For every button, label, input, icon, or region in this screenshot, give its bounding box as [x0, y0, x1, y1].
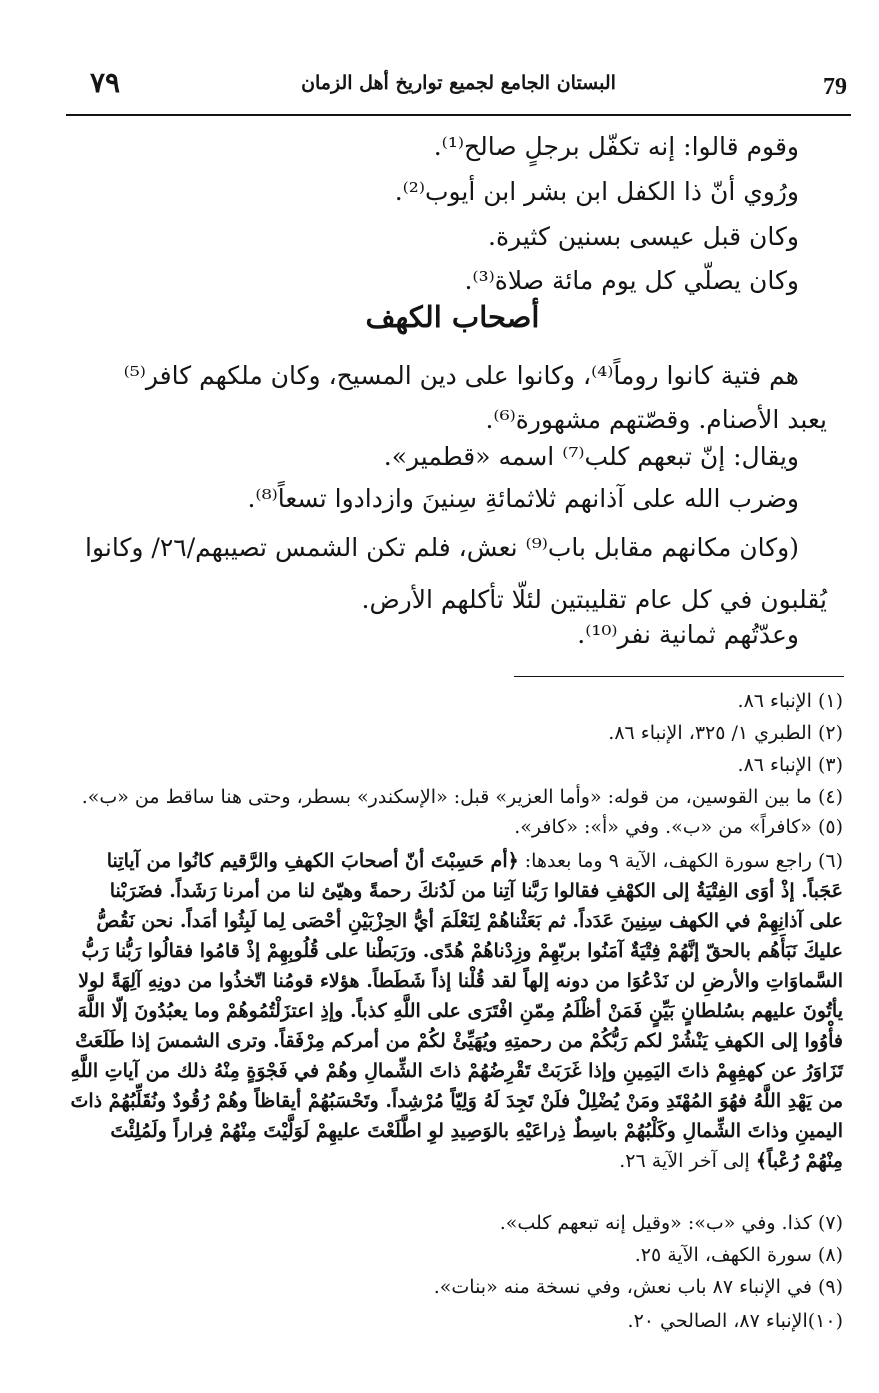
text-line: ويقال: إنّ تبعهم كلب⁽⁷⁾ اسمه «قطمير». [383, 442, 799, 471]
footnote: (٢) الطبري ١/ ٣٢٥، الإنباء ٨٦. [608, 722, 843, 744]
footnote: (٣) الإنباء ٨٦. [737, 754, 843, 776]
footnote: (٥) «كافراً» من «ب». وفي «أ»: «كافر». [514, 816, 843, 838]
paragraph [78, 354, 827, 442]
text-line: ورُوي أنّ ذا الكفل ابن بشر ابن أيوب⁽²⁾. [394, 177, 799, 206]
running-title: البستان الجامع لجميع تواريخ أهل الزمان [301, 72, 616, 94]
paragraph [78, 522, 827, 626]
page-number-arabic: ٧٩ [90, 66, 121, 99]
text-line: هم فتية كانوا روماً⁽⁴⁾، وكانوا على دين المسيح، وكان ملكهم كافر⁽⁵⁾ [123, 361, 799, 390]
footnote: (٨) سورة الكهف، الآية ٢٥. [634, 1244, 843, 1266]
header-rule [66, 114, 851, 116]
text-line: وكان قبل عيسى بسنين كثيرة. [488, 222, 799, 251]
footnote: (٤) ما بين القوسين، من قوله: «وأما العزير» قبل: «الإسكندر» بسطر، وحتى هنا ساقط من «ب». [81, 786, 843, 808]
section-heading: أصحاب الكهف [365, 300, 540, 334]
page-number-latin: 79 [823, 74, 847, 100]
footnote-outro: إلى آخر الآية ٢٦. [619, 1150, 756, 1172]
page-header [66, 66, 851, 110]
footnote: (١) الإنباء ٨٦. [737, 690, 843, 712]
footnote-quran [70, 846, 843, 1176]
text-line: وقوم قالوا: إنه تكفّل برجلٍ صالح⁽¹⁾. [433, 132, 799, 161]
text-line: يعبد الأصنام. وقصّتهم مشهورة⁽⁶⁾. [485, 405, 827, 434]
text-line: وضرب الله على آذانهم ثلاثمائةِ سِنينَ وازدادوا تسعاً⁽⁸⁾. [247, 484, 799, 513]
text-line: يُقلبون في كل عام تقليبتين لئلّا تأكلهم الأرض. [361, 585, 827, 614]
text-line: (وكان مكانهم مقابل باب⁽⁹⁾ نعش، فلم تكن الشمس تصيبهم/٢٦/ وكانوا [85, 533, 799, 562]
footnote-intro: (٦) راجع سورة الكهف، الآية ٩ وما بعدها: [518, 850, 843, 872]
footnote-separator [514, 676, 844, 677]
footnote: (٩) في الإنباء ٨٧ باب نعش، وفي نسخة منه «بنات». [433, 1276, 843, 1298]
text-line: وكان يصلّي كل يوم مائة صلاة⁽³⁾. [464, 266, 799, 295]
footnote: (٧) كذا. وفي «ب»: «وقيل إنه تبعهم كلب». [499, 1212, 843, 1234]
text-line: وعدّتُهم ثمانية نفر⁽¹⁰⁾. [577, 620, 799, 649]
footnote: (١٠)الإنباء ٨٧، الصالحي ٢٠. [627, 1310, 843, 1332]
quran-quote: ﴿أم حَسِبْتَ أنّ أصحابَ الكهفِ والرَّقيم كانُوا من آياتِنا عَجَباً. إذْ أوَى الفِتْيَةُ إلى الكهْفِ فقالوا رَبَّنا آتِنا من لَدُنكَ رحمةً وهيّئ لنا من أمرنا رَشَداً. فضَرَبْنا على آذانِهِمْ في الكهف سِنِينَ عَدَداً. ثم بَعَثْناهُمْ لِنَعْلَمَ أيُّ الحِزْبَيْنِ أحْصَى لِما لَبِثُوا أمَداً. نحن نَقُصُّ عليكَ نَبَأَهُم بالحقّ إنَّهُمْ فِتْيَةٌ آمَنُوا بربّهِمْ وزِدْناهُمْ هُدًى. ورَبَطْنا على قُلُوبِهِمْ إذْ قامُوا فقالُوا رَبُّنا رَبُّ السَّماوَاتِ والأرضِ لن نَدْعُوَا من دونه إلهاً لقد قُلْنا إذاً شَطَطاً. هؤلاء قومُنا اتّخذُوا من دونِهِ آلِهَةً لولا يأتُونَ عليهم بسُلطانٍ بَيِّنٍ فَمَنْ أظْلَمُ مِمّنِ افْتَرَى على اللَّهِ كذباً. وإذِ اعتزَلْتُمُوهُمْ وما يعبُدُونَ إلّا اللَّهَ فأْوُوا إلى الكهفِ يَنْشُرْ لكم رَبُّكُمْ من رحمتِهِ ويُهَيِّئْ لكُمْ من أمركم مِرْفَقاً. وترى الشمسَ إذا طَلَعَتْ تَزَاوَرُ عن كهفِهِمْ ذاتَ اليَمِينِ وإذا غَرَبَتْ تَقْرِضُهُمْ ذاتَ الشِّمالِ وهُمْ في فَجْوَةٍ مِنْهُ ذلك من آياتِ اللَّهِ من يَهْدِ اللَّهُ فهُوَ المُهْتَدِ ومَنْ يُضْلِلْ فلَنْ تَجِدَ لَهُ وَلِيّاً مُرْشِداً. وتَحْسَبُهُمْ أيقاظاً وهُمْ رُقُودٌ ونُقَلِّبُهُمْ ذاتَ اليمينِ وذاتَ الشِّمالِ وكَلْبُهُمْ باسِطٌ ذِراعَيْهِ بالوَصِيدِ لوِ اطَّلَعْتَ عليهِمْ لَوَلَّيْتَ مِنْهُمْ فِراراً ولَمُلِئْتَ مِنْهُمْ رُعْباً﴾ [70, 850, 843, 1172]
